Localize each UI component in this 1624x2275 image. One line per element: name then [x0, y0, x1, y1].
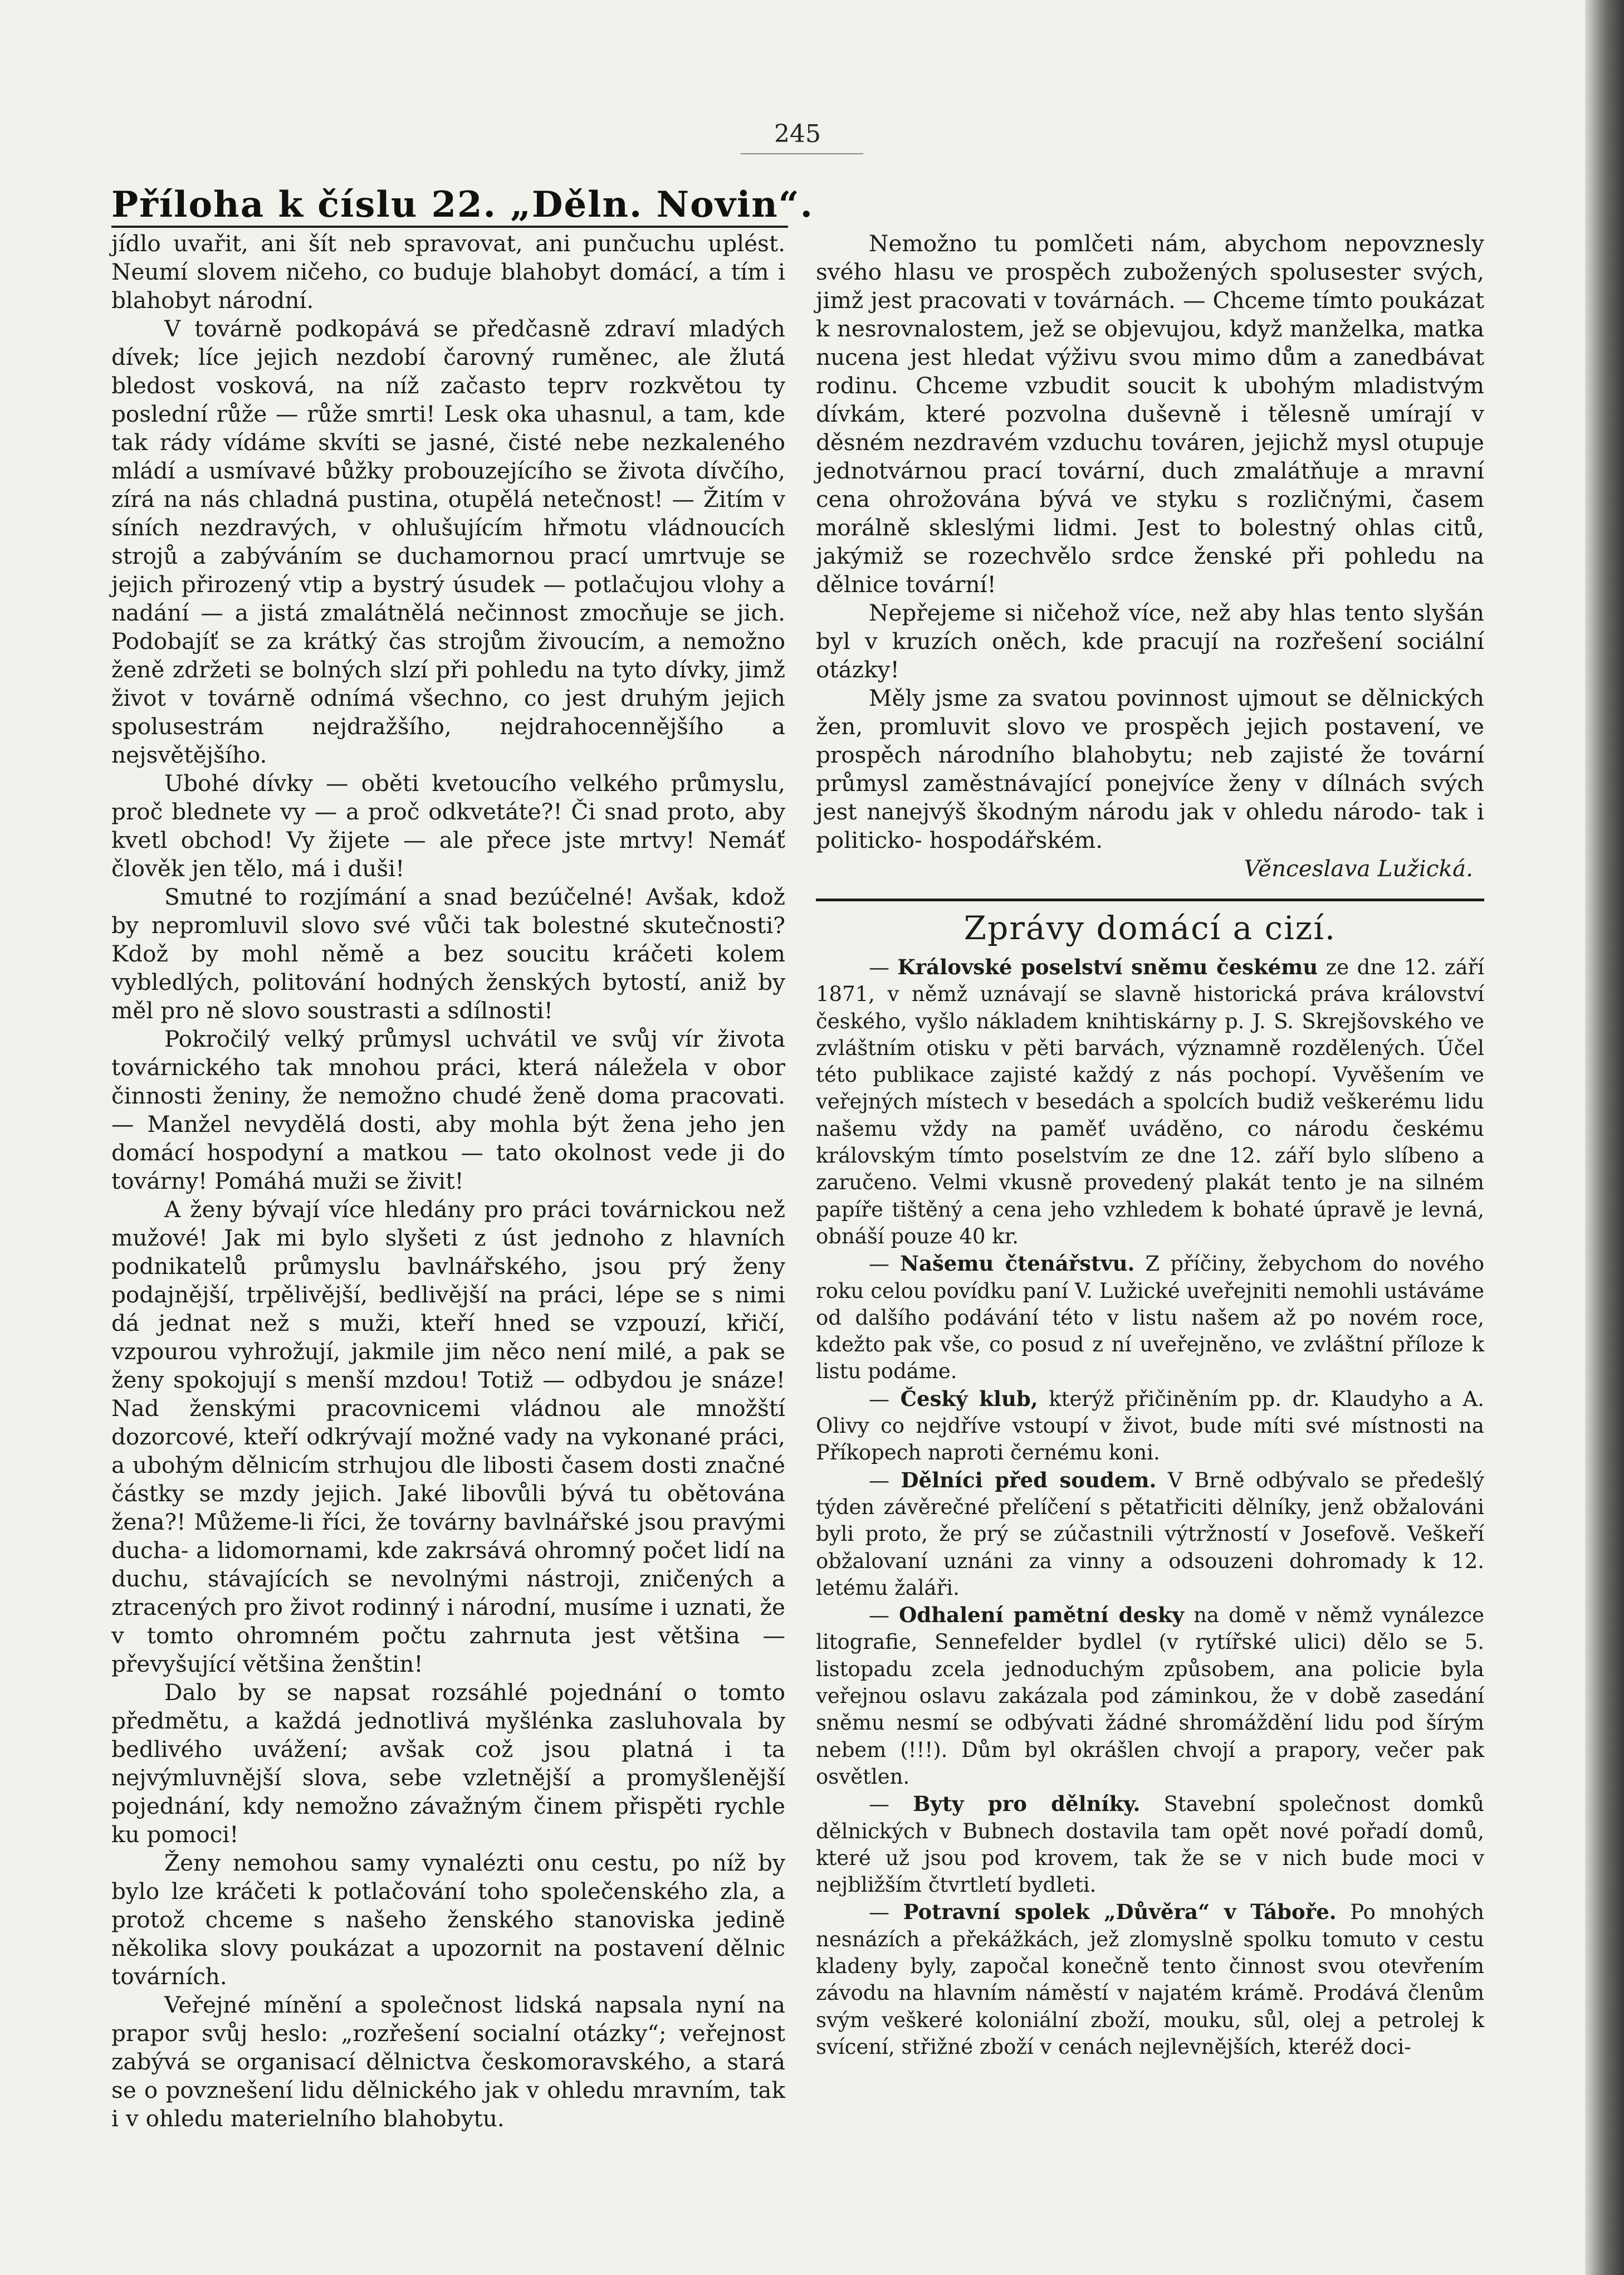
news-item: — Dělníci před soudem. V Brně odbývalo se předešlý týden závěrečné přelíčení s pětatřiciti dělníky, jenž obžalováni byli proto, že prý se zúčastnili výtržností v Josefově. Veškeří obžalovaní uznáni za vinny a odsouzeni dohromady k 12. letému žaláři.	[816, 1467, 1484, 1600]
news-item: — Našemu čtenářstvu. Z příčiny, žebychom do nového roku celou povídku paní V. Lužické uveřejniti nemohli ustáváme od dalšího podávání této v listu našem až po novém roce, kdežto pak vše, co posud z ní uveřejněno, ve zvláštní příloze k listu podáme.	[816, 1251, 1485, 1384]
section-divider	[816, 899, 1484, 901]
left-paragraph: Smutné to rozjímání a snad bezúčelné! Avšak, kdož by nepromluvil slovo své vůči tak bolestné skutečnosti? Kdož by mohl němě a bez soucitu kráčeti kolem vybledlých, politování hodných ženských bytostí, aniž by měl pro ně slovo soustrasti a sdílnosti!	[111, 883, 785, 1024]
news-item-text: Stavební společnost domků dělnických v Bubnech dostavila tam opět nové pořadí domů, které už jsou pod krovem, tak že se v nich bude moci v nejbližším čtvrtletí bydleti.	[816, 1792, 1484, 1897]
left-column	[111, 230, 785, 2133]
news-item-title: Odhalení pamětní desky	[899, 1603, 1184, 1628]
news-item: — Odhalení pamětní desky na domě v němž vynálezce litografie, Sennefelder bydlel (v rytířské ulici) dělo se 5. listopadu zcela jednoduchým způsobem, ana policie byla veřejnou oslavu zakázala pod záminkou, že v době zasedání sněmu nesmí se odbývati žádné shromáždění lidu pod šírým nebem (!!!). Dům byl okrášlen chvojí a prapory, večer pak osvětlen.	[816, 1603, 1484, 1789]
news-item-title: Našemu čtenářstvu.	[900, 1251, 1135, 1276]
news-item-text: V Brně odbývalo se předešlý týden závěrečné přelíčení s pětatřiciti dělníky, jenž obžalováni byli proto, že prý se zúčastnili výtržností v Josefově. Veškeří obžalovaní uznáni za vinny a odsouzeni dohromady k 12. letému žaláři.	[816, 1468, 1484, 1600]
right-paragraph: Nemožno tu pomlčeti nám, abychom nepovznesly svého hlasu ve prospěch zubožených spolusester svých, jimž jest pracovati v továrnách. — Chceme tímto poukázat k nesrovnalostem, jež se objevujou, když manželka, matka nucena jest hledat výživu svou mimo dům a zanedbávat rodinu. Chceme vzbudit soucit k ubohým mladistvým dívkám, které pozvolna duševně i tělesně umírají v děsném nezdravém vzduchu továren, jejichž mysl otupuje jednotvárnou prací tovární, duch zmalátňuje a mravní cena ohrožována bývá ve styku s rozličnými, časem morálně skleslými lidmi. Jest to bolestný ohlas citů, jakýmiž se rozechvělo srdce ženské při pohledu na dělnice tovární!	[816, 230, 1484, 598]
news-item-title: Potravní spolek „Důvěra“ v Táboře.	[903, 1900, 1337, 1925]
news-item: — Byty pro dělníky. Stavební společnost domků dělnických v Bubnech dostavila tam opět nové pořadí domů, které už jsou pod krovem, tak že se v nich bude moci v nejbližším čtvrtletí bydleti.	[816, 1791, 1484, 1897]
supplement-title: Příloha k číslu 22. „Děln. Novin“.	[111, 184, 814, 226]
news-item-title: Královské poselství sněmu českému	[897, 955, 1318, 979]
author-signature: Věnceslava Lužická.	[1244, 855, 1473, 882]
left-paragraph: Veřejné mínění a společnost lidská napsala nyní na prapor svůj heslo: „rozřešení socialní otázky“; veřejnost zabývá se organisací dělnictva českomoravského, a stará se o povznešení lidu dělnického jak v ohledu mravním, tak i v ohledu materielního blahobytu.	[111, 1991, 785, 2132]
scan-edge-shadow	[1585, 0, 1624, 2275]
left-paragraph: V továrně podkopává se předčasně zdraví mladých dívek; líce jejich nezdobí čarovný ruměnec, ale žlutá bledost vosková, na níž začasto teprv rozkvětou ty poslední růže — růže smrti! Lesk oka uhasnul, a tam, kde tak rády vídáme skvíti se jasné, čisté nebe nezkaleného mládí a usmívavé bůžky probouzejícího se života dívčího, zírá na nás chladná pustina, otupělá netečnost! — Žitím v síních nezdravých, v ohlušujícím hřmotu vládnoucích strojů a zabýváním se duchamornou prací umrtvuje se jejich přirozený vtip a bystrý úsudek — potlačujou vlohy a nadání — a jistá zmalátnělá nečinnost zmocňuje se jich. Podobajíť se za krátký čas strojům živoucím, a nemožno ženě zdržeti se bolných slzí při pohledu na tyto dívky, jimž život v továrně odnímá všechno, co jest druhým jejich spolusestrám nejdražšího, nejdrahocennějšího a nejsvětějšího.	[111, 315, 785, 768]
left-paragraph: Ženy nemohou samy vynalézti onu cestu, po níž by bylo lze kráčeti k potlačování toho společenského zla, a protož chceme s našeho ženského stanoviska jedině několika slovy poukázat a upozornit na postavení dělnic továrních.	[111, 1849, 785, 1990]
left-paragraph: Dalo by se napsat rozsáhlé pojednání o tomto předmětu, a každá jednotlivá myšlénka zasluhovala by bedlivého uvážení; avšak což jsou platná i ta nejvýmluvnější slova, sebe vzletnější a promyšlenější pojednání, kdy nemožno závažným činem přispěti rychle ku pomoci!	[111, 1679, 785, 1848]
left-paragraph: Pokročilý velký průmysl uchvátil ve svůj vír života továrnického tak mnohou práci, která náležela v obor činnosti ženiny, že nemožno chudé ženě doma pracovati. — Manžel nevydělá dosti, aby mohla být žena jeho jen domácí hospodyní a matkou — tato okolnost vede ji do továrny! Pomáhá muži se živit!	[111, 1026, 785, 1194]
right-paragraph: Měly jsme za svatou povinnost ujmout se dělnických žen, promluvit slovo ve prospěch jejich postavení, ve prospěch národního blahobytu; neb zajisté že tovární průmysl zaměstnávající ponejvíce ženy v dílnách svých jest nanejvýš škodným národu jak v ohledu národo- tak i politicko- hospodářském.	[816, 685, 1484, 853]
left-paragraph: jídlo uvařit, ani šít neb spravovat, ani punčuchu uplést. Neumí slovem ničeho, co buduje blahobyt domácí, a tím i blahobyt národní.	[111, 230, 785, 314]
supplement-title-rule	[111, 226, 788, 228]
news-item-title: Český klub,	[900, 1386, 1038, 1411]
news-section-heading: Zprávy domácí a cizí.	[963, 909, 1337, 947]
news-item-text: Z příčiny, žebychom do nového roku celou povídku paní V. Lužické uveřejniti nemohli ustáváme od dalšího podávání této v listu našem až po novém roce, kdežto pak vše, co posud z ní uveřejněno, ve zvláštní příloze k listu podáme.	[816, 1252, 1485, 1384]
news-list	[816, 954, 1484, 2061]
page-number-rule	[741, 153, 863, 154]
news-item: — Potravní spolek „Důvěra“ v Táboře. Po mnohých nesnázích a překážkách, jež zlomyslně spolku tomuto v cestu kladeny byly, započal konečně tento činnost svou otevřením závodu na hlavním náměstí v najatém krámě. Prodává členům svým veškeré koloniální zboží, mouku, sůl, olej a petrolej k svícení, střižné zboží v cenách nejlevnějších, kteréž doci-	[816, 1900, 1484, 2059]
news-item-title: Dělníci před soudem.	[901, 1467, 1157, 1492]
news-item-title: Byty pro dělníky.	[913, 1791, 1141, 1817]
page-number: 245	[774, 120, 821, 148]
news-item-text: ze dne 12. září 1871, v němž uznávají se slavně historická práva království českého, vyšlo nákladem knihtiskárny p. J. S. Skrejšovského ve zvláštním otisku v pěti barvách, významně rozdělených. Účel této publikace zajisté každý z nás pochopí. Vyvěšením ve veřejných místech v besedách a spolcích budiž veškerému lidu našemu vždy na paměť uváděno, co národu českému královským tímto poselstvím ze dne 12. září bylo slíbeno a zaručeno. Velmi vkusně provedený plakát tento je na silném papíře tištěný a cena jeho vzhledem k bohaté úpravě je levná, obnáší pouze 40 kr.	[816, 955, 1485, 1248]
right-paragraph: Nepřejeme si ničehož více, než aby hlas tento slyšán byl v kruzích oněch, kde pracují na rozřešení sociální otázky!	[816, 599, 1484, 683]
news-item: — Královské poselství sněmu českému ze dne 12. září 1871, v němž uznávají se slavně historická práva království českého, vyšlo nákladem knihtiskárny p. J. S. Skrejšovského ve zvláštním otisku v pěti barvách, významně rozdělených. Účel této publikace zajisté každý z nás pochopí. Vyvěšením ve veřejných místech v besedách a spolcích budiž veškerému lidu našemu vždy na paměť uváděno, co národu českému královským tímto poselstvím ze dne 12. září bylo slíbeno a zaručeno. Velmi vkusně provedený plakát tento je na silném papíře tištěný a cena jeho vzhledem k bohaté úpravě je levná, obnáší pouze 40 kr.	[816, 955, 1485, 1248]
left-paragraph: Ubohé dívky — oběti kvetoucího velkého průmyslu, proč blednete vy — a proč odkvetáte?! Či snad proto, aby kvetl obchod! Vy žijete — ale přece jste mrtvy! Nemáť člověk jen tělo, má i duši!	[111, 770, 785, 882]
news-item: — Český klub, kterýž přičiněním pp. dr. Klaudyho a A. Olivy co nejdříve vstoupí v život, bude míti své místnosti na Příkopech naproti černému koni.	[816, 1386, 1485, 1465]
right-column	[816, 230, 1484, 2061]
left-paragraph: A ženy bývají více hledány pro práci továrnickou než mužové! Jak mi bylo slyšeti z úst jednoho z hlavních podnikatelů průmyslu bavlnářského, jsou prý ženy podajnější, trpělivější, bedlivější na práci, lépe se s nimi dá jednat než s muži, kteří hned se vzpouzí, křičí, vzpourou vyhrožují, jakmile jim něco není milé, a pak se ženy spokojují s menší mzdou! Totiž — odbydou je snáze! Nad ženskými pracovnicemi vládnou ale množští dozorcové, kteří odkrývají možné vady na vykonané práci, a ubohým dělnicím strhujou dle libosti časem dosti značné částky se mzdy jejich. Jaké libovůli bývá tu obětována žena?! Můžeme-li říci, že továrny bavlnářské jsou pravými ducha- a lidomornami, kde zakrsává ohromný počet lidí na duchu, stávajících se nevolnými nástroji, zničených a ztracených pro život rodinný i národní, musíme i uznati, že v tomto ohromném počtu zahrnuta jest většina — převyšující většina ženštin!	[111, 1196, 785, 1677]
news-item-text: na domě v němž vynálezce litografie, Sennefelder bydlel (v rytířské ulici) dělo se 5. listopadu zcela jednoduchým způsobem, ana policie byla veřejnou oslavu zakázala pod záminkou, že v době zasedání sněmu nesmí se odbývati žádné shromáždění lidu pod šírým nebem (!!!). Dům byl okrášlen chvojí a prapory, večer pak osvětlen.	[816, 1603, 1484, 1789]
news-item-text: kterýž přičiněním pp. dr. Klaudyho a A. Olivy co nejdříve vstoupí v život, bude míti své místnosti na Příkopech naproti černému koni.	[816, 1387, 1485, 1465]
news-item-text: Po mnohých nesnázích a překážkách, jež zlomyslně spolku tomuto v cestu kladeny byly, započal konečně tento činnost svou otevřením závodu na hlavním náměstí v najatém krámě. Prodává členům svým veškeré koloniální zboží, mouku, sůl, olej a petrolej k svícení, střižné zboží v cenách nejlevnějších, kteréž doci-	[816, 1900, 1484, 2059]
